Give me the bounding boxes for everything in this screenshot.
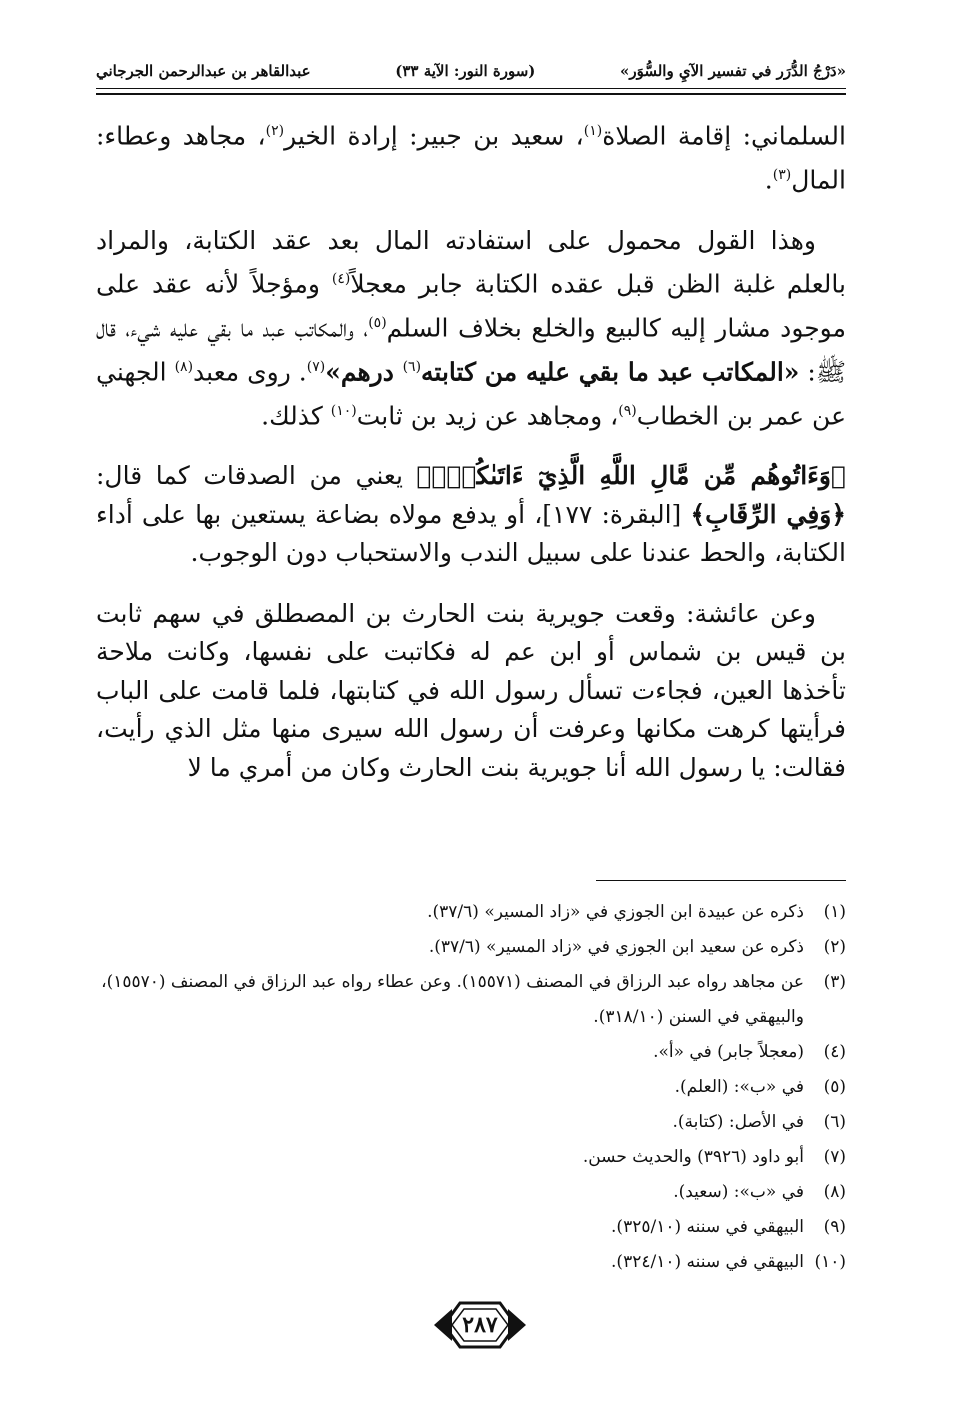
footnote-ref: (١٠)	[330, 402, 357, 419]
footnote-ref: (٨)	[174, 358, 194, 375]
footnote-text: (معجلاً جابر) في «أ».	[653, 1042, 804, 1062]
footnote-item	[96, 1035, 846, 1070]
paragraph-4: وعن عائشة: وقعت جويرية بنت الحارث بن المصطلق في سهم ثابت بن قيس بن شماس أو ابن عم له فكاتبت على نفسها، وكانت ملاحة تأخذها العين، فجاءت تسأل رسول الله في كتابتها، فلما قامت على الباب فرأيتها كرهت مكانها وعرفت أن رسول الله سيرى منها مثل الذي رأيت، فقالت: يا رسول الله أنا جويرية بنت الحارث وكان من أمري ما لا	[96, 598, 846, 782]
footnote-ref: (٢)	[265, 123, 285, 139]
footnote-number: (١)	[823, 902, 846, 922]
footnote-item	[96, 1175, 846, 1210]
footnote-item	[96, 965, 846, 1035]
footnote-text: البيهقي في سننه (٣٢٥/١٠).	[611, 1217, 804, 1237]
footnote-ref: (١)	[583, 123, 603, 139]
quran-verse: ﴿وَفِي الرِّقَابِ﴾	[690, 499, 847, 529]
footnote-number: (٧)	[823, 1147, 846, 1167]
footnote-item	[96, 1210, 846, 1245]
footnote-number: (٨)	[823, 1182, 846, 1202]
footnote-text: في «ب»: (سعيد).	[673, 1182, 804, 1202]
paragraph-2: وهذا القول محمول على استفادته المال بعد عقد الكتابة، والمراد بالعلم غلبة الظن قبل عقده الكتابة جابر معجلاً$^{(٤)}$ ومؤجلاً لأنه عقد على موجود مشار إليه كالبيع والخلع بخلاف السلم$^{(٥)}$، والمكاتب عبد ما بقي عليه شيء، قال ﷺ: «المكاتب عبد ما بقي عليه من كتابته$^{(٦)}$ درهم»$^{(٧)}$. روى معبد$^{(٨)}$ الجهني عن عمر بن الخطاب$^{(٩)}$، ومجاهد عن زيد بن ثابت$^{(١٠)}$ كذلك.	[96, 225, 847, 430]
footnote-ref: (٦)	[402, 358, 422, 375]
footnote-ref: (٩)	[618, 402, 637, 419]
footnote-item	[96, 1070, 846, 1105]
footnote-text: ذكره عن سعيد ابن الجوزي في «زاد المسير» (٣٧/٦).	[428, 937, 804, 957]
header-author: عبدالقاهر بن عبدالرحمن الجرجاني	[96, 62, 311, 80]
paragraph-1: السلماني: إقامة الصلاة$^{(١)}$، سعيد بن جبير: إرادة الخير$^{(٢)}$، مجاهد وعطاء: المال$^{(٣)}$.	[96, 121, 846, 195]
footnote-number: (٣)	[823, 972, 846, 992]
footnote-text: في «ب»: (العلم).	[674, 1077, 804, 1097]
footnote-number: (٩)	[823, 1217, 846, 1237]
paragraph-3: ﴿وَءَاتُوهُم مِّن مَّالِ اللَّهِ الَّذِيٓ ءَاتَىٰكُمۡۚ﴾ يعني من الصدقات كما قال: ﴿وَفِي الرِّقَابِ﴾ [البقرة: ١٧٧]، أو يدفع مولاه بضاعة يستعين بها على أداء الكتابة، والحط عندنا على سبيل الندب والاستحباب دون الوجوب.	[96, 461, 847, 568]
page-number: ٢٨٧	[462, 1312, 498, 1338]
footnote-separator	[596, 880, 846, 881]
page-number-ornament	[430, 1297, 530, 1353]
hadith-quote-end: درهم»	[325, 357, 403, 387]
footnotes	[96, 895, 846, 1280]
footnote-text: ذكره عن عبيدة ابن الجوزي في «زاد المسير» (٣٧/٦).	[427, 902, 804, 922]
footnote-ref: (٧)	[306, 358, 326, 375]
footnote-number: (٢)	[823, 937, 846, 957]
footnote-item	[96, 895, 846, 930]
quran-verse: ﴿وَءَاتُوهُم مِّن مَّالِ اللَّهِ الَّذِيٓ ءَاتَىٰكُمۡۚ﴾	[416, 461, 846, 491]
running-header	[96, 56, 846, 86]
footnote-ref: (٥)	[368, 314, 387, 331]
hadith-quote: «المكاتب عبد ما بقي عليه من كتابته	[421, 357, 800, 387]
footnote-item	[96, 930, 846, 965]
footnote-item	[96, 1105, 846, 1140]
footnote-text: البيهقي في سننه (٣٢٤/١٠).	[611, 1252, 804, 1272]
footnote-text: في الأصل: (كتابة).	[672, 1112, 804, 1132]
header-rule-thin	[96, 88, 846, 89]
footnote-text: أبو داود (٣٩٢٦) والحديث حسن.	[582, 1147, 804, 1167]
footnote-number: (٦)	[823, 1112, 846, 1132]
header-surah-info: (سورة النور: الآية ٣٣)	[395, 62, 536, 80]
footnote-ref: (٣)	[772, 166, 792, 183]
header-book-title: «دَرْجُ الدُّرَر في تفسير الآيِ والسُّوَر»	[619, 62, 846, 80]
footnote-number: (١٠)	[814, 1252, 846, 1272]
main-text	[96, 112, 846, 809]
footnote-text: عن مجاهد رواه عبد الرزاق في المصنف (١٥٥٧١). وعن عطاء رواه عبد الرزاق في المصنف (١٥٥٧٠)، والبيهقي في السنن (٣١٨/١٠).	[101, 972, 804, 1027]
footnote-ref: (٤)	[331, 271, 351, 288]
header-rule-thick	[96, 93, 846, 95]
footnote-item	[96, 1245, 846, 1280]
footnote-number: (٥)	[823, 1077, 846, 1097]
footnote-item	[96, 1140, 846, 1175]
footnote-number: (٤)	[823, 1042, 846, 1062]
